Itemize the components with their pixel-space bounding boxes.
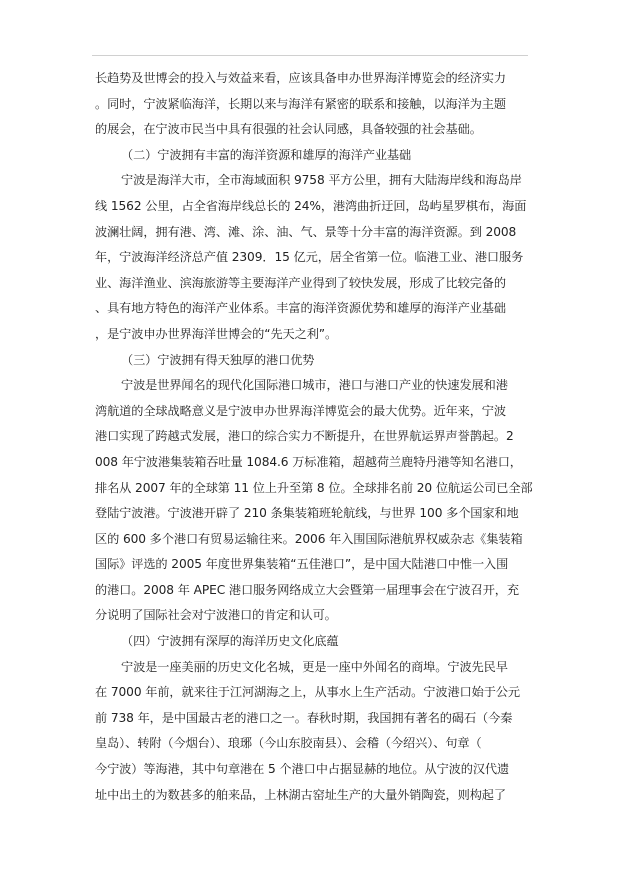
paragraph-first-line: 宁波是世界闻名的现代化国际港口城市，港口与港口产业的快速发展和港: [121, 378, 508, 393]
text-line: 线 1562 公里，占全省海岸线总长的 24%，港湾曲折迂回，岛屿星罗棋布，海面: [95, 198, 527, 213]
text-line: 今宁波）等海港，其中句章港在 5 个港口中占据显赫的地位。从宁波的汉代遗: [95, 762, 510, 777]
text-line: 皇岛）、转附（今烟台）、琅琊（今山东胶南县）、会稽（今绍兴）、句章（: [95, 736, 482, 751]
text-line: 、具有地方特色的海洋产业体系。丰富的海洋资源优势和雄厚的海洋产业基础: [95, 301, 506, 316]
paragraph-first-line: （二）宁波拥有丰富的海洋资源和雄厚的海洋产业基础: [121, 147, 412, 162]
text-line: 波澜壮阔，拥有港、湾、滩、涂、油、气、景等十分丰富的海洋资源。到 2008: [95, 224, 517, 239]
document-body: [95, 66, 555, 808]
text-line: 分说明了国际社会对宁波港口的肯定和认可。: [95, 608, 337, 623]
paragraph-first-line: （三）宁波拥有得天独厚的港口优势: [121, 352, 315, 367]
text-line: 年，宁波海洋经济总产值 2309．15 亿元，居全省第一位。临港工业、港口服务: [95, 250, 524, 265]
text-line: 008 年宁波港集装箱吞吐量 1084.6 万标准箱，超越荷兰鹿特丹港等知名港口，: [95, 454, 522, 469]
text-line: ，是宁波申办世界海洋世博会的“先天之利”。: [95, 326, 338, 341]
text-line: 。同时，宁波紧临海洋，长期以来与海洋有紧密的联系和接触，以海洋为主题: [95, 96, 506, 111]
header-rule: [92, 55, 528, 56]
text-line: 长趋势及世博会的投入与效益来看，应该具备申办世界海洋博览会的经济实力: [95, 71, 506, 85]
text-line: 在 7000 年前，就来往于江河湖海之上，从事水上生产活动。宁波港口始于公元: [95, 685, 520, 700]
text-line: 湾航道的全球战略意义是宁波申办世界海洋博览会的最大优势。近年来，宁波: [95, 403, 506, 418]
text-line: 业、海洋渔业、滨海旅游等主要海洋产业得到了较快发展，形成了比较完备的: [95, 275, 506, 290]
paragraph-first-line: 宁波是海洋大市，全市海域面积 9758 平方公里，拥有大陆海岸线和海岛岸: [121, 173, 522, 188]
paragraph-first-line: 宁波是一座美丽的历史文化名城，更是一座中外闻名的商埠。宁波先民早: [121, 659, 508, 674]
paragraph-first-line: （四）宁波拥有深厚的海洋历史文化底蕴: [121, 634, 339, 649]
text-line: 登陆宁波港。宁波港开辟了 210 条集装箱班轮航线，与世界 100 多个国家和地: [95, 506, 519, 521]
text-line: 址中出土的为数甚多的舶来品，上林湖古窑址生产的大量外销陶瓷，则构起了: [95, 787, 506, 802]
text-line: 区的 600 多个港口有贸易运输往来。2006 年入围国际港航界权威杂志《集装箱: [95, 531, 523, 546]
text-line: 港口实现了跨越式发展，港口的综合实力不断提升，在世界航运界声誉鹊起。2: [95, 429, 514, 444]
text-line: 的港口。2008 年 APEC 港口服务网络成立大会暨第一届理事会在宁波召开，充: [95, 582, 519, 597]
text-line: 前 738 年，是中国最古老的港口之一。春秋时期，我国拥有著名的碣石（今秦: [95, 710, 513, 725]
text-line: 国际》评选的 2005 年度世界集装箱“五佳港口”，是中国大陆港口中惟一入围: [95, 557, 509, 572]
text-line: 的展会，在宁波市民当中具有很强的社会认同感，具备较强的社会基础。: [95, 122, 482, 137]
text-line: 排名从 2007 年的全球第 11 位上升至第 8 位。全球排名前 20 位航运公司已全部: [95, 480, 533, 495]
